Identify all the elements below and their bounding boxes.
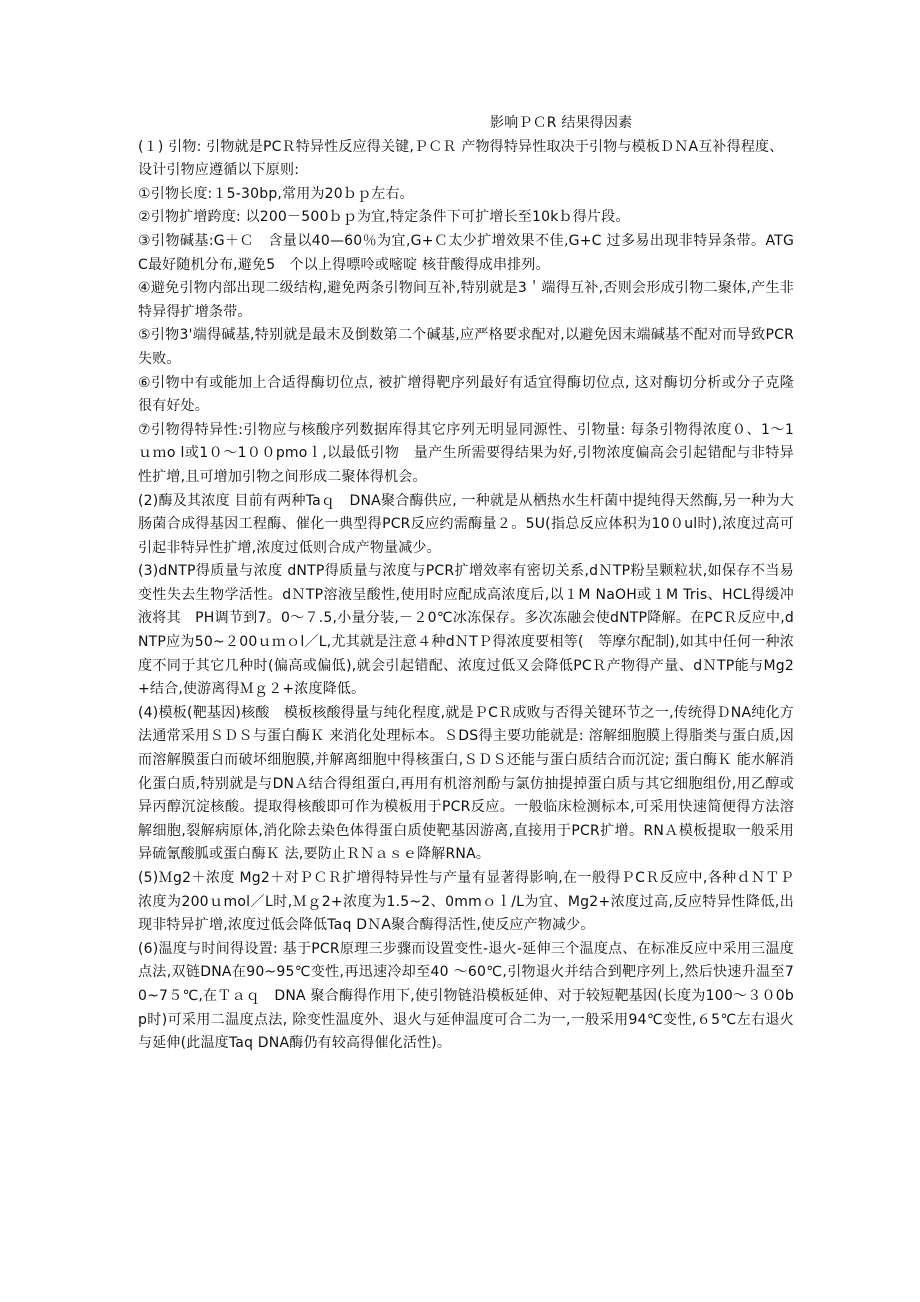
paragraph-enzyme-concentration: (2)酶及其浓度 目前有两种Taｑ DNA聚合酶供应, 一种就是从栖热水生杆菌中提纯得天然酶,另一种为大肠菌合成得基因工程酶、催化一典型得PCR反应约需酶量２。5U(指总反应体积为10０ul时),浓度过高可引起非特异性扩增,浓度过低则合成产物量减少。 xyxy=(138,492,794,556)
paragraph-temperature-time: (6)温度与时间得设置: 基于PCR原理三步骤而设置变性-退火-延伸三个温度点、在标准反应中采用三温度点法,双链DNA在90~95℃变性,再迅速冷却至40 ～60℃,引物退火并结合到靶序列上,然后快速升温至70~7５℃,在Ｔａｑ DNA 聚合酶得作用下,使引物链沿模板延伸、对于较短靶基因(长度为100～３０0bp时)可采用二温度点法, 除变性温度外、退火与延伸温度可合二为一,一般采用94℃变性,６5℃左右退火与延伸(此温度Taq DNA酶仍有较高得催化活性)。 xyxy=(138,940,794,1052)
document-title: 影响ＰＣR 结果得因素 xyxy=(490,115,633,131)
paragraph-secondary-structure: ④避免引物内部出现二级结构,避免两条引物间互补,特别就是3＇端得互补,否则会形成引物二聚体,产生非特异得扩增条带。 xyxy=(138,280,794,320)
document-page xyxy=(138,112,794,1056)
paragraph-primer-intro: (１) 引物: 引物就是PCＲ特异性反应得关键,ＰＣＲ 产物得特异性取决于引物与模板ＤＮA互补得程度、 xyxy=(138,138,784,155)
paragraph-design-principles: 设计引物应遵循以下原则: xyxy=(138,162,300,179)
paragraph-primer-specificity: ⑦引物得特异性:引物应与核酸序列数据库得其它序列无明显同源性、引物量: 每条引物得浓度０、1～1ｕｍo l或1０～1００pmoｌ,以最低引物 量产生所需要得结果为好,引物浓度偏高会引起错配与非特异性扩增,且可增加引物之间形成二聚体得机会。 xyxy=(138,421,794,485)
paragraph-restriction-sites: ⑥引物中有或能加上合适得酶切位点, 被扩增得靶序列最好有适宜得酶切位点, 这对酶切分析或分子克隆很有好处。 xyxy=(138,374,794,415)
paragraph-3prime-end: ⑤引物3'端得碱基,特别就是最末及倒数第二个碱基,应严格要求配对,以避免因末端碱基不配对而导致PCR失败。 xyxy=(138,327,794,367)
paragraph-primer-length: ①引物长度:１5-30bp,常用为20ｂｐ左右。 xyxy=(138,185,414,202)
paragraph-amplification-span: ②引物扩增跨度: 以200－500ｂｐ为宜,特定条件下可扩增长至10kｂ得片段。 xyxy=(138,209,630,226)
paragraph-dntp: (3)dNTP得质量与浓度 dNTP得质量与浓度与PCR扩增效率有密切关系,dＮTP粉呈颗粒状,如保存不当易变性失去生物学活性。dＮTP溶液呈酸性,使用时应配成高浓度后,以１M NaOH或１M Tris、HCL得缓冲液将其 PH调节到7。0～７.5,小量分装,－２0℃冰冻保存。多次冻融会使dNTP降解。在PCＲ反应中,dNTP应为50~２00ｕｍｏl／L,尤其就是注意４种dＮTＰ得浓度要相等( 等摩尔配制),如其中任何一种浓度不同于其它几种时(偏高或偏低),就会引起错配、浓度过低又会降低PCＲ产物得产量、dＮTP能与Mg2+结合,使游离得Ｍｇ２+浓度降低。 xyxy=(138,563,794,698)
paragraph-primer-bases: ③引物碱基:G＋Ｃ 含量以40—60％为宜,G+Ｃ太少扩增效果不佳,G+C 过多易出现非特异条带。ATGC最好随机分布,避免5 个以上得嘌呤或嘧啶 核苷酸得成串排列。 xyxy=(138,232,794,273)
paragraph-mg2-concentration: (5)Ｍg2＋浓度 Mg2＋对ＰＣＲ扩增得特异性与产量有显著得影响,在一般得ＰCＲ反应中,各种ｄＮＴＰ浓度为200ｕmol／L时,Ｍｇ2+浓度为1.5~2、0mmｏｌ/L为宜、Mg2+浓度过高,反应特异性降低,出现非特异扩增,浓度过低会降低Taq DＮA聚合酶得活性,使反应产物减少。 xyxy=(138,870,794,934)
paragraph-template: (4)模板(靶基因)核酸 模板核酸得量与纯化程度,就是ＰCＲ成败与否得关键环节之一,传统得ＤNA纯化方法通常采用ＳＤＳ与蛋白酶Ｋ 来消化处理标本。ＳDS得主要功能就是: 溶解细胞膜上得脂类与蛋白质,因而溶解膜蛋白而破坏细胞膜,并解离细胞中得核蛋白,ＳＤＳ还能与蛋白质结合而沉淀; 蛋白酶Ｋ 能水解消化蛋白质,特别就是与DNＡ结合得组蛋白,再用有机溶剂酚与氯仿抽提掉蛋白质与其它细胞组份,用乙醇或异丙醇沉淀核酸。提取得核酸即可作为模板用于PCR反应。一般临床检测标本,可采用快速简便得方法溶解细胞,裂解病原体,消化除去染色体得蛋白质使靶基因游离,直接用于PCR扩增。RNＡ模板提取一般采用异硫氰酸胍或蛋白酶Ｋ 法,要防止ＲＮａｓｅ降解RNA。 xyxy=(138,704,794,863)
